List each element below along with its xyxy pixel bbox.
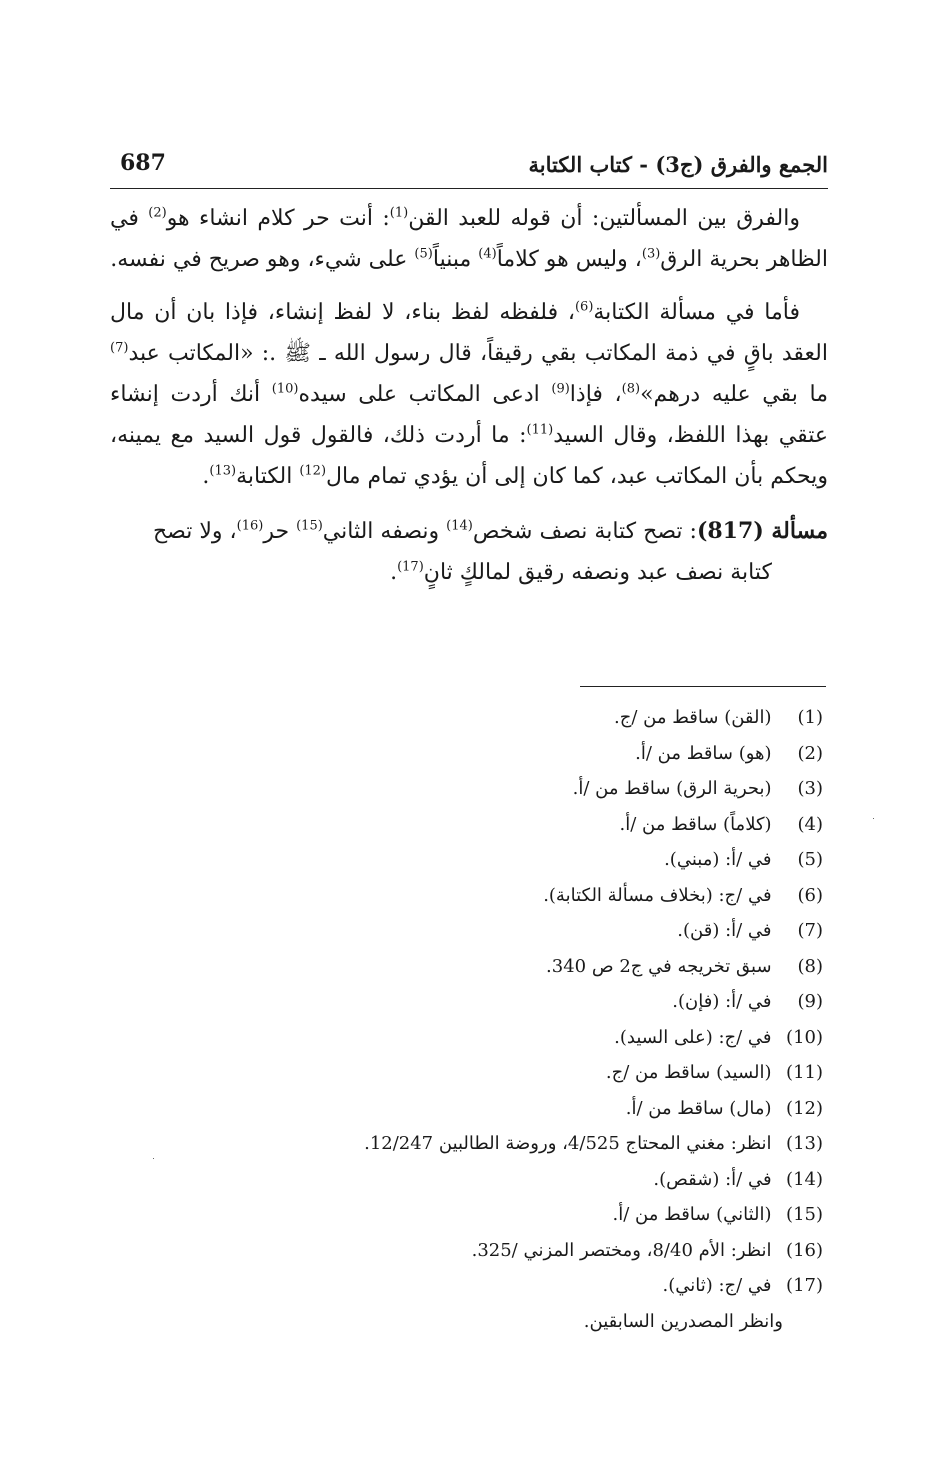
- footnote-marker: (6): [574, 299, 594, 315]
- paragraph-1: والفرق بين المسألتين: أن قوله للعبد القن$^{(1)}$: أنت حر كلام انشاء هو$^{(2)}$ في الظاهر بحرية الرق$^{(3)}$، وليس هو كلاماً$^{(4)}$ مبنياً$^{(5)}$ على شيء، وهو صريح في نفسه.: [110, 205, 828, 272]
- footnote-text: في /أ: (قن).: [677, 920, 772, 941]
- scan-speck: [153, 1158, 154, 1159]
- footnote-number: (17): [786, 1275, 823, 1296]
- footnote-text: (كلاماً) ساقط من /أ.: [619, 813, 772, 835]
- footnote-marker: (12): [299, 463, 327, 479]
- footnote-item: [203, 771, 823, 807]
- running-header: [110, 148, 828, 189]
- footnote-number: (4): [797, 813, 823, 835]
- footnote-item: [203, 1162, 823, 1198]
- footnote-marker: (2): [148, 205, 167, 221]
- footnote-item: [203, 842, 823, 878]
- footnote-continuation: وانظر المصدرين السابقين.: [583, 1310, 783, 1332]
- footnote-item: [203, 700, 823, 736]
- footnote-item: [203, 1020, 823, 1056]
- footnote-item: [203, 1197, 823, 1233]
- footnote-number: (8): [797, 955, 823, 977]
- footnote-number: (5): [797, 849, 823, 870]
- footnote-number: (2): [797, 742, 823, 764]
- footnotes-list: [203, 700, 823, 1339]
- page-number: 687: [120, 150, 166, 176]
- masala-line-2: كتابة نصف عبد ونصفه رقيق لمالكٍ ثانٍ$^{(17)}$.: [390, 559, 772, 585]
- footnote-item: [203, 1091, 823, 1127]
- footnote-number: (14): [786, 1168, 823, 1190]
- footnote-text: انظر: الأم 8/40، ومختصر المزني /325.: [471, 1239, 772, 1261]
- footnote-marker: (13): [209, 463, 237, 479]
- footnote-text: (هو) ساقط من /أ.: [635, 742, 772, 764]
- footnote-number: (7): [797, 920, 823, 941]
- footnote-number: (3): [797, 778, 823, 799]
- footnote-text: في /ج: (ثاني).: [662, 1275, 772, 1296]
- footnote-marker: (4): [478, 246, 497, 262]
- footnote-item: [203, 878, 823, 914]
- footnote-marker: (9): [551, 381, 570, 397]
- footnote-marker: (8): [621, 381, 641, 397]
- footnote-text: في /أ: (شقص).: [653, 1168, 772, 1190]
- footnote-number: (15): [786, 1204, 823, 1225]
- footnote-text: انظر: مغني المحتاج 4/525، وروضة الطالبين 12/247.: [364, 1133, 772, 1154]
- footnote-text: (مال) ساقط من /أ.: [625, 1097, 772, 1119]
- footnote-marker: (7): [110, 340, 129, 356]
- footnote-number: (1): [797, 707, 823, 728]
- footnote-text: (السيد) ساقط من /ج.: [605, 1062, 772, 1083]
- scan-speck: [873, 818, 874, 819]
- footnote-text: في /ج: (بخلاف مسألة الكتابة).: [543, 884, 772, 906]
- footnote-text: في /ج: (على السيد).: [614, 1026, 772, 1048]
- masala-817: [110, 511, 828, 593]
- footnote-marker: (5): [414, 246, 433, 262]
- footnote-text: سبق تخريجه في ج2 ص 340.: [546, 955, 772, 977]
- footnote-number: (9): [797, 991, 823, 1012]
- footnote-number: (11): [786, 1062, 823, 1083]
- footnote-item: [203, 984, 823, 1020]
- footnote-item: [203, 913, 823, 949]
- footnote-item: [203, 949, 823, 985]
- footnote-marker: (1): [389, 205, 409, 221]
- footnote-text: في /أ: (فإن).: [672, 991, 772, 1012]
- footnote-number: (10): [786, 1026, 823, 1048]
- footnote-number: (13): [786, 1133, 823, 1154]
- footnote-item: [203, 807, 823, 843]
- footnote-marker: (16): [236, 518, 264, 534]
- masala-line-1: : تصح كتابة نصف شخص$^{(14)}$ ونصفه الثاني$^{(15)}$ حر$^{(16)}$، ولا تصح: [152, 518, 697, 544]
- footnote-item: [203, 1268, 823, 1304]
- footnote-item: [203, 1233, 823, 1269]
- footnote-separator: [580, 686, 826, 687]
- main-text: [110, 198, 828, 593]
- footnote-marker: (3): [641, 246, 661, 262]
- footnote-item: [203, 1126, 823, 1162]
- header-title: الجمع والفرق (ج3) - كتاب الكتابة: [528, 152, 828, 177]
- footnote-text: (بحرية الرق) ساقط من /أ.: [572, 778, 772, 799]
- footnote-text: في /أ: (مبني).: [664, 849, 772, 870]
- footnote-marker: (11): [526, 422, 554, 438]
- footnote-number: (12): [786, 1097, 823, 1119]
- footnote-text: (الثاني) ساقط من /أ.: [612, 1204, 772, 1225]
- footnote-item: [203, 736, 823, 772]
- footnote-number: (6): [797, 884, 823, 906]
- paragraph-2: فأما في مسألة الكتابة$^{(6)}$، فلفظه لفظ بناء، لا لفظ إنشاء، فإذا بان أن مال العقد باقٍ في ذمة المكاتب بقي رقيقاً، قال رسول الله ـ ﷺ .: «المكاتب عبد$^{(7)}$ ما بقي عليه درهم»$^{(8)}$، فإذا$^{(9)}$ ادعى المكاتب على سيده$^{(10)}$ أنك أردت إنشاء عتقي بهذا اللفظ، وقال السيد$^{(11)}$: ما أردت ذلك، فالقول قول السيد مع يمينه، ويحكم بأن المكاتب عبد، كما كان إلى أن يؤدي تمام مال$^{(12)}$ الكتابة$^{(13)}$.: [110, 299, 828, 489]
- masala-heading: مسألة (817): [696, 518, 828, 544]
- footnote-item: [203, 1055, 823, 1091]
- footnote-text: (القن) ساقط من /ج.: [614, 707, 772, 728]
- footnote-marker: (15): [296, 518, 323, 534]
- footnote-marker: (17): [397, 559, 424, 575]
- footnote-marker: (14): [446, 518, 473, 534]
- footnote-number: (16): [786, 1239, 823, 1261]
- footnote-marker: (10): [271, 381, 299, 397]
